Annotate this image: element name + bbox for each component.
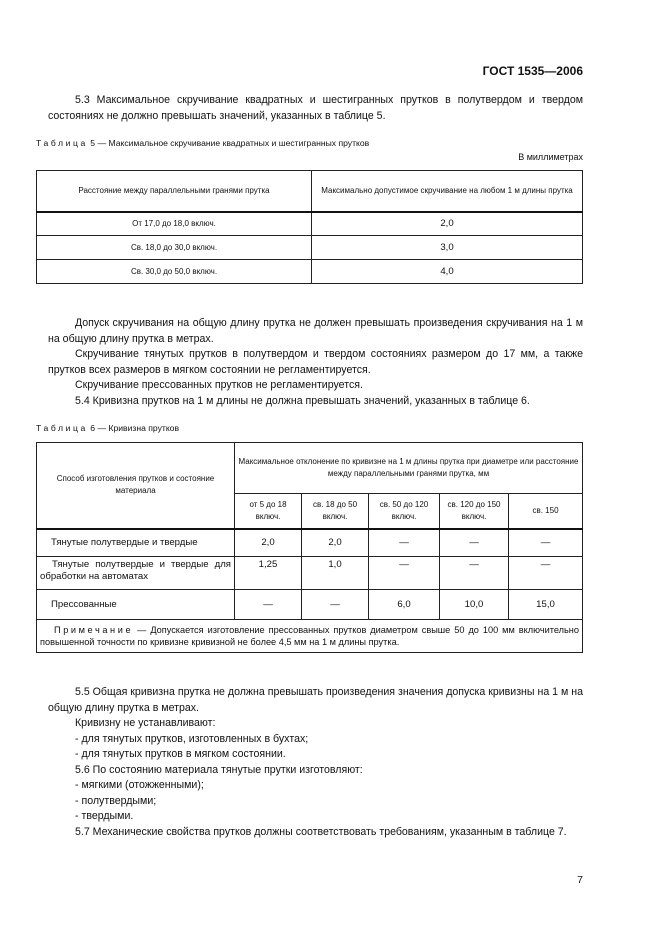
note-word: Примечание bbox=[54, 625, 134, 635]
cell: 6,0 bbox=[369, 590, 440, 620]
caption-word: Таблица bbox=[36, 138, 88, 148]
paragraph-5-3 bbox=[48, 93, 583, 124]
cell: Прессованные bbox=[37, 590, 235, 620]
cell: Св. 18,0 до 30,0 включ. bbox=[37, 236, 312, 260]
caption-word: Таблица bbox=[36, 423, 88, 433]
cell: Тянутые полутвердые и твердые для обработки на автоматах bbox=[37, 557, 235, 590]
page-number: 7 bbox=[577, 874, 583, 886]
paragraph: 5.7 Механические свойства прутков должны соответствовать требованиям, указанным в таблице 7. bbox=[75, 825, 567, 838]
cell: 10,0 bbox=[440, 590, 509, 620]
cell: — bbox=[235, 590, 302, 620]
table-6 bbox=[36, 442, 583, 653]
subheader-cell: от 5 до 18 включ. bbox=[235, 494, 302, 529]
cell: Св. 30,0 до 50,0 включ. bbox=[37, 260, 312, 284]
table-5 bbox=[36, 170, 583, 284]
cell: — bbox=[369, 529, 440, 557]
caption-text: 6 — Кривизна прутков bbox=[87, 423, 180, 433]
cell: — bbox=[509, 529, 583, 557]
table-note bbox=[37, 620, 583, 653]
paragraph: 5.6 По состоянию материала тянутые прутки изготовляют: bbox=[75, 763, 363, 776]
list-item: - полутвердыми; bbox=[75, 794, 157, 807]
paragraph: 5.5 Общая кривизна прутка не должна превышать произведения значения допуска кривизны на 1 м на общую длину прутка в метрах. bbox=[48, 686, 583, 714]
table6-caption bbox=[36, 423, 179, 433]
paragraphs-block-1 bbox=[48, 316, 583, 409]
cell: 2,0 bbox=[302, 529, 369, 557]
paragraph: Скручивание тянутых прутков в полутвердом и твердом состояниях размером до 17 мм, а также прутков всех размеров в мягком состоянии не регламентируется. bbox=[48, 348, 583, 376]
cell: — bbox=[440, 557, 509, 590]
paragraphs-block-2 bbox=[48, 685, 583, 840]
cell: — bbox=[509, 557, 583, 590]
cell: 1,25 bbox=[235, 557, 302, 590]
cell: 2,0 bbox=[235, 529, 302, 557]
cell: — bbox=[302, 590, 369, 620]
paragraph: 5.4 Кривизна прутков на 1 м длины не должна превышать значений, указанных в таблице 6. bbox=[75, 394, 530, 407]
header-cell: Способ изготовления прутков и состояние материала bbox=[37, 443, 235, 529]
list-item: - твердыми. bbox=[75, 810, 134, 822]
header-group-cell: Максимальное отклонение по кривизне на 1 м длины прутка при диаметре или расстояние между параллельными гранями прутка, мм bbox=[235, 443, 583, 494]
cell: 4,0 bbox=[312, 260, 583, 284]
cell: — bbox=[369, 557, 440, 590]
subheader-cell: св. 50 до 120 включ. bbox=[369, 494, 440, 529]
cell: 2,0 bbox=[312, 212, 583, 236]
paragraph: Скручивание прессованных прутков не регламентируется. bbox=[75, 379, 363, 391]
cell: 1,0 bbox=[302, 557, 369, 590]
paragraph: Кривизну не устанавливают: bbox=[75, 717, 216, 729]
caption-text: 5 — Максимальное скручивание квадратных и шестигранных прутков bbox=[87, 138, 370, 148]
cell: 15,0 bbox=[509, 590, 583, 620]
subheader-cell: св. 120 до 150 включ. bbox=[440, 494, 509, 529]
subheader-cell: св. 150 bbox=[509, 494, 583, 529]
list-item: - мягкими (отожженными); bbox=[75, 779, 204, 791]
note-text: — Допускается изготовление прессованных прутков диаметром свыше 50 до 100 мм включительно повышенной точности по кривизне кривизной не более 4,5 мм на 1 м длины прутка. bbox=[40, 625, 579, 647]
paragraph: Допуск скручивания на общую длину прутка не должен превышать произведения скручивания на 1 м на общую длину прутка в метрах. bbox=[48, 317, 583, 345]
list-item: - для тянутых прутков, изготовленных в бухтах; bbox=[75, 732, 309, 745]
table5-units: В миллиметрах bbox=[518, 152, 583, 162]
cell: От 17,0 до 18,0 включ. bbox=[37, 212, 312, 236]
table5-caption bbox=[36, 138, 369, 148]
list-item: - для тянутых прутков в мягком состоянии. bbox=[75, 748, 286, 760]
header-cell: Максимально допустимое скручивание на любом 1 м длины прутка bbox=[312, 171, 583, 212]
paragraph-text: 5.3 Максимальное скручивание квадратных и шестигранных прутков в полутвердом и твердом состояниях не должно превышать значений, указанных в таблице 5. bbox=[48, 94, 583, 122]
cell: Тянутые полутвердые и твердые bbox=[37, 529, 235, 557]
cell: — bbox=[440, 529, 509, 557]
standard-header: ГОСТ 1535—2006 bbox=[482, 64, 583, 78]
header-cell: Расстояние между параллельными гранями прутка bbox=[37, 171, 312, 212]
cell: 3,0 bbox=[312, 236, 583, 260]
subheader-cell: св. 18 до 50 включ. bbox=[302, 494, 369, 529]
